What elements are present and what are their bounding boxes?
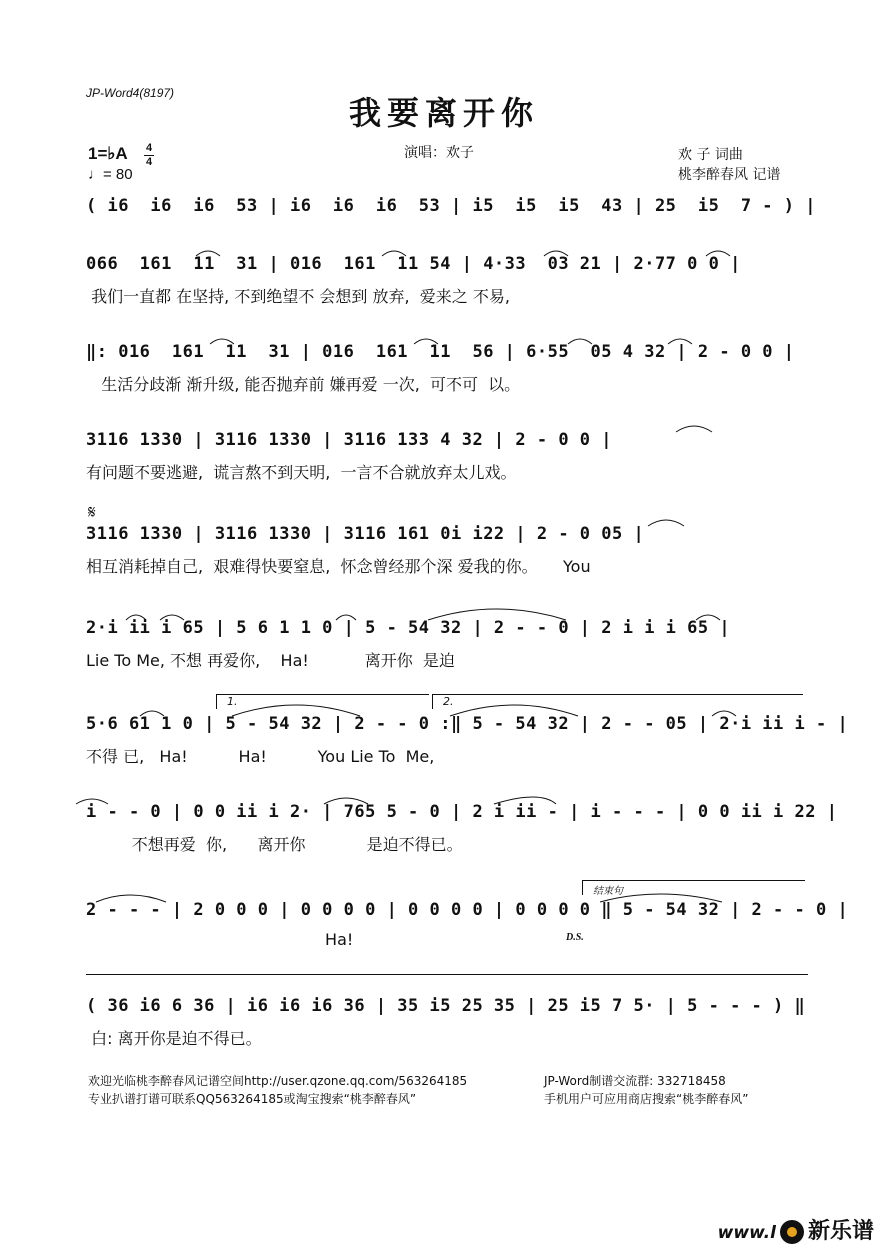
key-signature: 1=♭A [88, 144, 128, 163]
footer-line-2-right: 手机用户可应用商店搜索“桃李醉春风” [544, 1092, 749, 1106]
tempo-marking: ♩= 80 [88, 166, 133, 183]
notes-line: 3116 1330 | 3116 1330 | 3116 161 0i i22 | 2 - 0 05 | [86, 524, 645, 544]
notes-line: ( i6 i6 i6 53 | i6 i6 i6 53 | i5 i5 i5 43 | 25 i5 7 - ) | [86, 196, 816, 216]
slur [494, 797, 556, 804]
slur [544, 251, 568, 256]
slur [648, 520, 684, 526]
time-top: 4 [145, 142, 153, 154]
slur [668, 339, 692, 344]
slur [140, 711, 164, 716]
lyrics-line: 不得 已, Ha! Ha! You Lie To Me, [86, 747, 435, 766]
notes-line: 066 161 11 31 | 016 161 11 54 | 4·33 03 21 | 2·77 0 0 | [86, 254, 741, 274]
slur [196, 251, 220, 256]
lyrics-line: Ha! [86, 930, 354, 949]
slur [676, 426, 712, 432]
lyrics-line: 不想再爱 你, 离开你 是迫不得已。 [86, 835, 463, 854]
slur [568, 339, 592, 344]
segno-sign: 𝄋 [88, 502, 96, 523]
time-bottom: 4 [145, 156, 153, 168]
page-title: 我要离开你 [348, 94, 539, 132]
notes-line: ‖: 016 161 11 31 | 016 161 11 56 | 6·55 05 4 32 | 2 - 0 0 | [86, 342, 795, 362]
site-logo[interactable] [718, 1214, 874, 1245]
lyrics-line: 我们一直都 在坚持, 不到绝望不 会想到 放弃, 爱来之 不易, [86, 287, 510, 306]
lyrics-line: Lie To Me, 不想 再爱你, Ha! 离开你 是迫 [86, 651, 455, 670]
logo-www: www.l [717, 1223, 776, 1243]
slur [696, 615, 720, 620]
slur [160, 615, 184, 620]
ds-marking: D.S. [566, 932, 584, 943]
slur [126, 615, 146, 620]
slur [428, 609, 566, 620]
logo-name: 新乐谱 [807, 1219, 874, 1244]
slur [600, 894, 722, 902]
singer-credit: 演唱：欢子 [404, 145, 474, 161]
slur [232, 705, 360, 716]
disc-icon [780, 1220, 804, 1244]
lyrics-line: 白: 离开你是迫不得已。 [86, 1029, 262, 1048]
volta-2-label: 2. [443, 695, 454, 708]
footer-line-1-left: 欢迎光临桃李醉春风记谱空间http://user.qzone.qq.com/563264185 [88, 1074, 468, 1088]
software-version: JP-Word4(8197) [86, 86, 175, 100]
footer-line-1-right: JP-Word制谱交流群: 332718458 [544, 1074, 726, 1088]
notation-credit: 桃李醉春风 记谱 [678, 167, 781, 183]
notes-line: 3116 1330 | 3116 1330 | 3116 133 4 32 | 2 - 0 0 | [86, 430, 613, 450]
notes-line: 2 - - - | 2 0 0 0 | 0 0 0 0 | 0 0 0 0 | 0 0 0 0 ‖ 5 - 54 32 | 2 - - 0 | [86, 900, 849, 920]
slur [382, 251, 406, 256]
notes-line: i - - 0 | 0 0 ii i 2· | 765 5 - 0 | 2 i ii - | i - - - | 0 0 ii i 22 | [86, 802, 838, 822]
volta-1-label: 1. [227, 695, 238, 708]
lyrics-line: 生活分歧渐 渐升级, 能否抛弃前 嫌再爱 一次, 可不可 以。 [86, 375, 521, 394]
slur [450, 705, 578, 716]
notes-line: 5·6 61 1 0 | 5 - 54 32 | 2 - - 0 :‖ 5 - 54 32 | 2 - - 05 | 2·i ii i - | [86, 714, 849, 734]
slur [76, 799, 108, 804]
slur [706, 251, 730, 256]
slur [96, 895, 166, 902]
slur [336, 615, 356, 620]
lyrics-line: 相互消耗掉自己, 艰难得快要窒息, 怀念曾经那个深 爱我的你。 You [86, 557, 591, 576]
slur [414, 339, 438, 344]
slur [712, 711, 736, 716]
notes-line: ( 36 i6 6 36 | i6 i6 i6 36 | 35 i5 25 35 | 25 i5 7 5· | 5 - - - ) ‖ [86, 996, 806, 1016]
notes-line: 2·i ii i 65 | 5 6 1 1 0 | 5 - 54 32 | 2 - - 0 | 2 i i i 65 | [86, 618, 731, 638]
slur [210, 339, 234, 344]
ending-label: 结束句 [593, 886, 623, 897]
slur [324, 798, 368, 804]
lyrics-credit: 欢 子 词曲 [678, 147, 743, 163]
lyrics-line: 有问题不要逃避, 谎言熬不到天明, 一言不合就放弃太儿戏。 [86, 463, 517, 482]
footer-line-2-left: 专业扒谱打谱可联系QQ563264185或淘宝搜索“桃李醉春风” [88, 1092, 417, 1106]
